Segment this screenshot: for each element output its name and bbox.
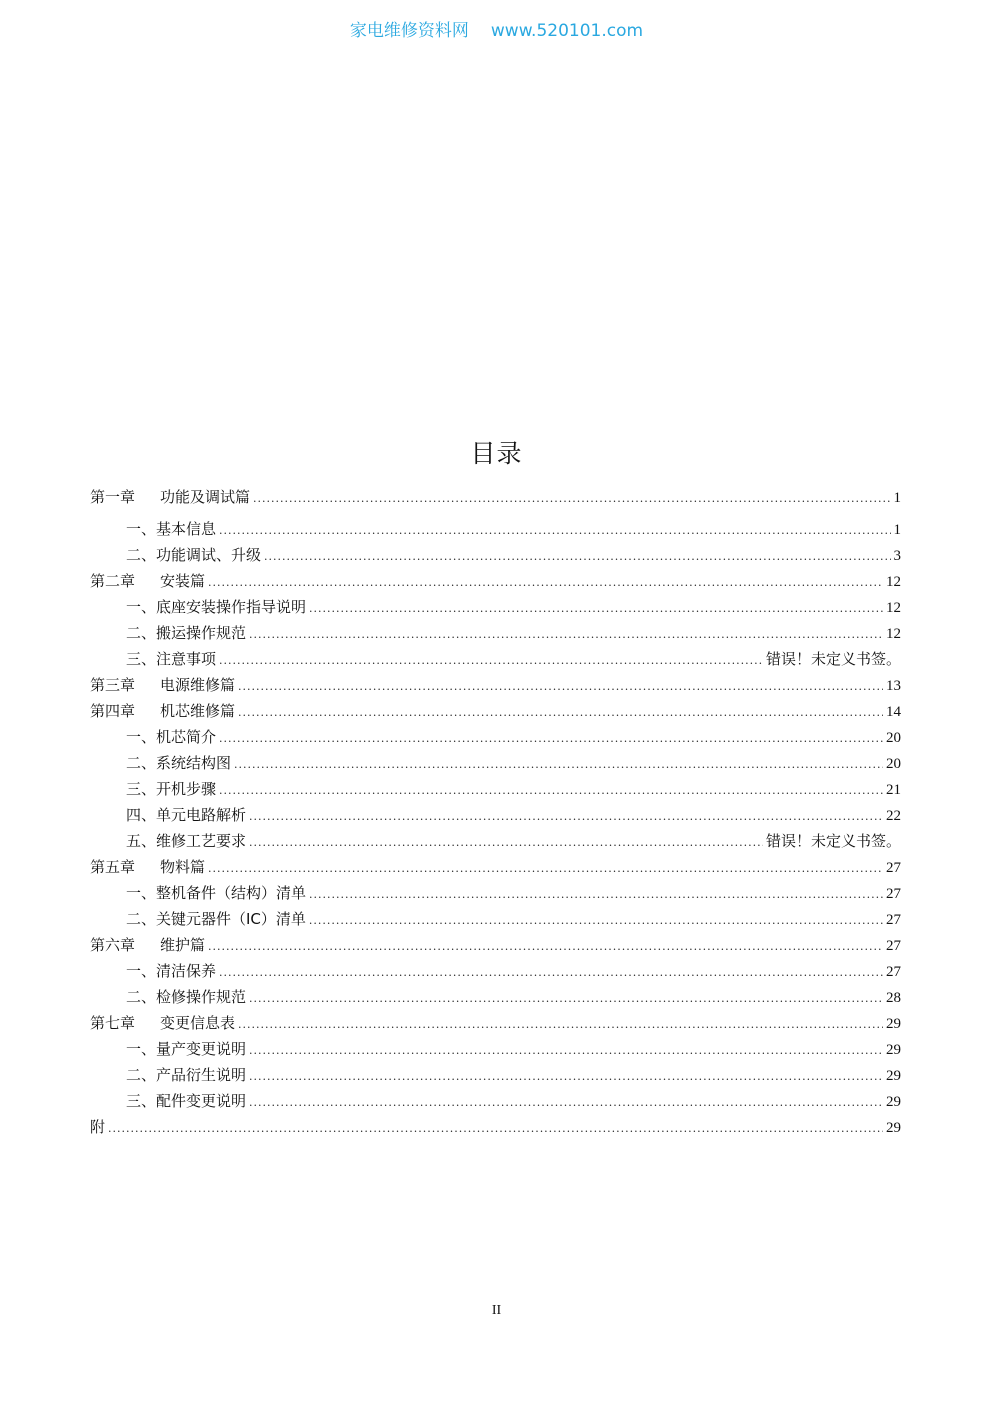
toc-page-number: 20 [886, 756, 901, 772]
toc-entry-label [126, 594, 306, 620]
toc-entry-label [126, 724, 216, 750]
toc-entry-text: 二、系统结构图 [126, 754, 232, 772]
toc-entry-label [126, 958, 216, 984]
toc-entry-label [126, 542, 261, 568]
toc-page-number: 28 [886, 990, 901, 1006]
toc-dot-leader [219, 726, 883, 752]
toc-title: 目录 [470, 439, 523, 468]
toc-section-row[interactable] [90, 880, 901, 906]
toc-entry-label [126, 1088, 246, 1114]
toc-chapter-number: 第一章 [90, 488, 136, 506]
toc-entry-text: 二、检修操作规范 [126, 988, 247, 1006]
toc-entry-label [90, 1010, 235, 1036]
toc-chapter-number: 第四章 [90, 702, 136, 720]
toc-page-number: 1 [893, 522, 901, 538]
toc-dot-leader [253, 486, 890, 512]
watermark-header [0, 16, 993, 41]
toc-section-row[interactable] [90, 906, 901, 932]
toc-dot-leader [208, 856, 883, 882]
toc-chapter-row[interactable] [90, 672, 901, 698]
toc-dot-leader [249, 1090, 883, 1116]
page-number: II [491, 1303, 502, 1318]
toc-page-number: 29 [886, 1120, 901, 1136]
toc-section-row[interactable] [90, 516, 901, 542]
toc-entry-label [126, 516, 216, 542]
toc-entry-label [126, 776, 216, 802]
toc-dot-leader [219, 648, 763, 674]
toc-page-number: 20 [886, 730, 901, 746]
toc-dot-leader [264, 544, 890, 570]
toc-dot-leader [234, 752, 883, 778]
toc-entry-text: 一、清洁保养 [126, 962, 217, 980]
toc-section-row[interactable] [90, 958, 901, 984]
toc-entry-label [126, 984, 246, 1010]
toc-entry-text: 二、产品衍生说明 [126, 1066, 247, 1084]
toc-section-row[interactable] [90, 594, 901, 620]
toc-entry-label [126, 880, 306, 906]
toc-entry-text: 三、配件变更说明 [126, 1092, 247, 1110]
toc-entry-text: 二、功能调试、升级 [126, 546, 262, 564]
toc-entry-text: 物料篇 [160, 858, 206, 876]
toc-entry-label [90, 484, 250, 510]
toc-section-row[interactable] [90, 828, 901, 854]
toc-page-number: 27 [886, 860, 901, 876]
toc-section-row[interactable] [90, 1062, 901, 1088]
toc-entry-text: 二、关键元器件（IC）清单 [126, 910, 306, 928]
toc-chapter-number: 第二章 [90, 572, 136, 590]
toc-entry-label [126, 646, 216, 672]
toc-entry-label [126, 1036, 246, 1062]
toc-entry-text: 功能及调试篇 [160, 488, 251, 506]
toc-entry-text: 一、基本信息 [126, 520, 217, 538]
toc-entry-text: 五、维修工艺要求 [126, 832, 247, 850]
toc-chapter-number: 第七章 [90, 1014, 136, 1032]
toc-dot-leader [249, 804, 883, 830]
toc-chapter-number: 第六章 [90, 936, 136, 954]
toc-entry-label [90, 854, 205, 880]
toc-entry-label [126, 620, 246, 646]
toc-entry-text: 维护篇 [160, 936, 206, 954]
toc-dot-leader [249, 1038, 883, 1064]
toc-section-row[interactable] [90, 620, 901, 646]
toc-dot-leader [309, 908, 883, 934]
toc-dot-leader [309, 882, 883, 908]
toc-chapter-row[interactable] [90, 484, 901, 510]
toc-entry-text: 电源维修篇 [160, 676, 236, 694]
table-of-contents [90, 484, 901, 1140]
toc-dot-leader [238, 700, 883, 726]
toc-page-number: 22 [886, 808, 901, 824]
toc-chapter-row[interactable] [90, 568, 901, 594]
toc-dot-leader [249, 1064, 883, 1090]
toc-section-row[interactable] [90, 750, 901, 776]
toc-section-row[interactable] [90, 542, 901, 568]
toc-page-number: 29 [886, 1016, 901, 1032]
toc-dot-leader [238, 674, 883, 700]
toc-page-number: 27 [886, 886, 901, 902]
toc-dot-leader [219, 518, 890, 544]
toc-entry-text: 二、搬运操作规范 [126, 624, 247, 642]
watermark-url[interactable]: www.520101.com [490, 21, 644, 41]
toc-dot-leader [219, 778, 883, 804]
toc-entry-label [90, 568, 205, 594]
toc-dot-leader [309, 596, 883, 622]
toc-dot-leader [249, 830, 763, 856]
toc-entry-label [126, 750, 231, 776]
watermark-site-name: 家电维修资料网 [349, 21, 469, 41]
toc-section-row[interactable] [90, 724, 901, 750]
toc-entry-label [90, 698, 235, 724]
toc-page-number: 12 [886, 626, 901, 642]
toc-entry-text: 一、整机备件（结构）清单 [126, 884, 307, 902]
toc-entry-text: 一、底座安装操作指导说明 [126, 598, 307, 616]
toc-page-number: 错误！未定义书签。 [765, 650, 901, 668]
toc-page-number: 12 [886, 600, 901, 616]
toc-chapter-number: 第五章 [90, 858, 136, 876]
toc-page-number: 1 [893, 490, 901, 506]
toc-page-number: 13 [886, 678, 901, 694]
toc-entry-text: 安装篇 [160, 572, 206, 590]
toc-chapter-number: 第三章 [90, 676, 136, 694]
toc-section-row[interactable] [90, 1036, 901, 1062]
toc-section-row[interactable] [90, 646, 901, 672]
toc-page-number: 14 [886, 704, 901, 720]
toc-entry-label [90, 932, 205, 958]
toc-entry-text: 一、机芯简介 [126, 728, 217, 746]
toc-section-row[interactable] [90, 1088, 901, 1114]
toc-page-number: 27 [886, 938, 901, 954]
toc-page-number: 3 [893, 548, 901, 564]
toc-entry-label [126, 828, 246, 854]
toc-page-number: 29 [886, 1042, 901, 1058]
toc-entry-label [126, 906, 306, 932]
toc-dot-leader [108, 1116, 883, 1142]
toc-chapter-row[interactable] [90, 854, 901, 880]
toc-entry-text: 三、注意事项 [126, 650, 217, 668]
toc-entry-text: 一、量产变更说明 [126, 1040, 247, 1058]
toc-dot-leader [208, 934, 883, 960]
toc-page-number: 12 [886, 574, 901, 590]
toc-chapter-row[interactable] [90, 698, 901, 724]
toc-entry-label [90, 1114, 105, 1140]
toc-section-row[interactable] [90, 984, 901, 1010]
toc-page-number: 错误！未定义书签。 [765, 832, 901, 850]
toc-dot-leader [238, 1012, 883, 1038]
toc-page-number: 21 [886, 782, 901, 798]
toc-section-row[interactable] [90, 802, 901, 828]
toc-page-number: 27 [886, 912, 901, 928]
toc-dot-leader [208, 570, 883, 596]
toc-page-number: 29 [886, 1068, 901, 1084]
toc-entry-text: 附 [90, 1118, 106, 1136]
toc-section-row[interactable] [90, 776, 901, 802]
toc-entry-label [126, 802, 246, 828]
toc-page-number: 29 [886, 1094, 901, 1110]
toc-chapter-row[interactable] [90, 1010, 901, 1036]
toc-chapter-row[interactable] [90, 1114, 901, 1140]
toc-entry-text: 机芯维修篇 [160, 702, 236, 720]
toc-entry-text: 变更信息表 [160, 1014, 236, 1032]
toc-page-number: 27 [886, 964, 901, 980]
toc-entry-label [90, 672, 235, 698]
toc-dot-leader [219, 960, 883, 986]
toc-entry-label [126, 1062, 246, 1088]
toc-dot-leader [249, 622, 883, 648]
toc-entry-text: 三、开机步骤 [126, 780, 217, 798]
toc-dot-leader [249, 986, 883, 1012]
toc-entry-text: 四、单元电路解析 [126, 806, 247, 824]
toc-chapter-row[interactable] [90, 932, 901, 958]
